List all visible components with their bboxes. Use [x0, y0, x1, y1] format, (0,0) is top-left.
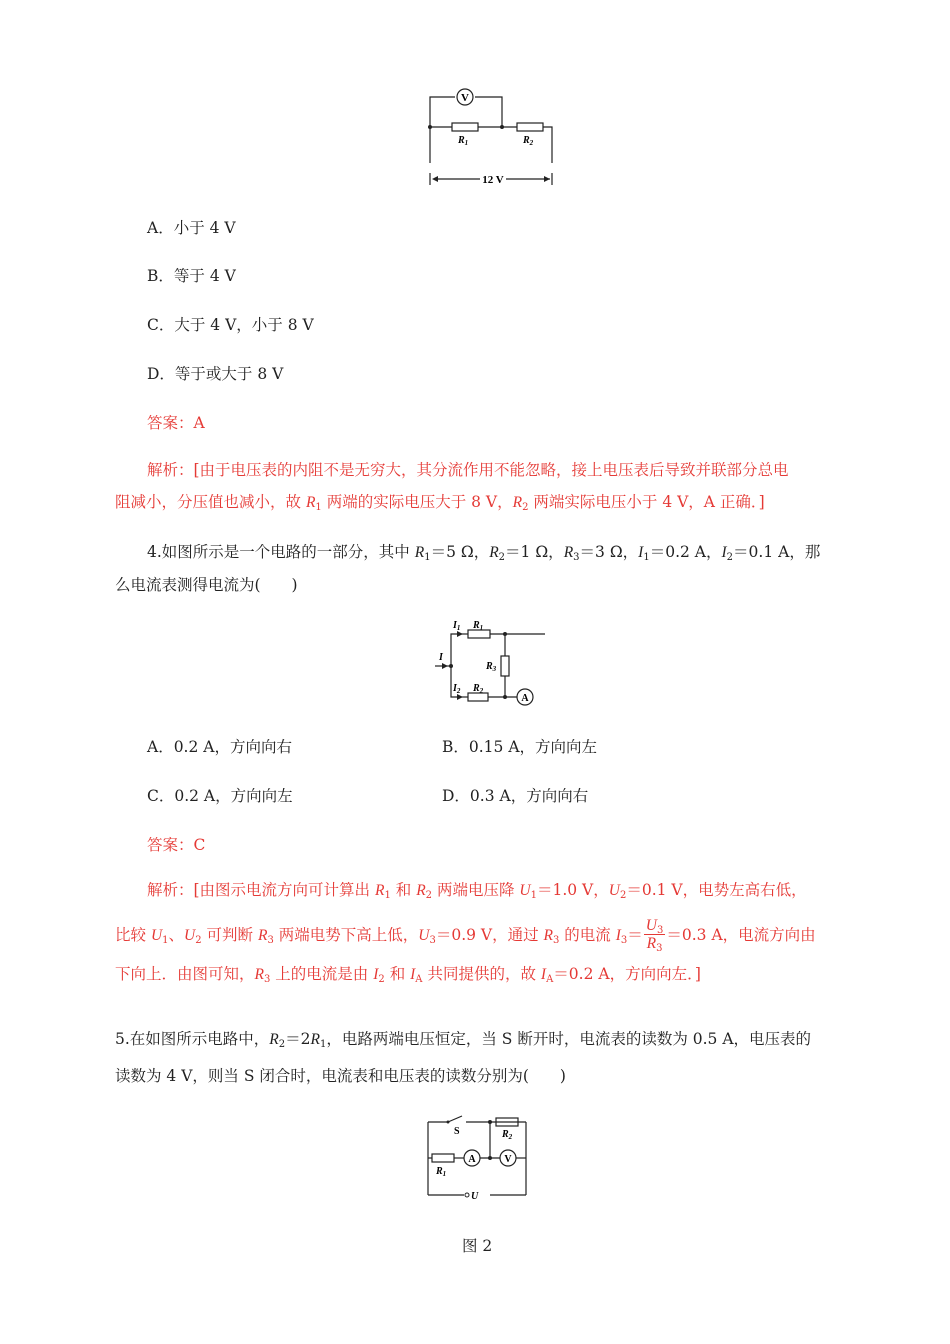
q3-option-b: B．等于 4 V: [147, 267, 236, 285]
q4-option-a: A．0.2 A，方向向右: [147, 738, 292, 756]
i-label: I: [439, 652, 443, 663]
u-label: U: [471, 1191, 479, 1202]
r2-label: $R_2$: [523, 135, 534, 147]
r1-label: $R_1$: [473, 620, 484, 632]
r1-label: $R_1$: [458, 135, 469, 147]
ammeter-label: A: [468, 1154, 476, 1165]
q3-explanation: 解析：[由于电压表的内阻不是无穷大，其分流作用不能忽略，接上电压表后导致并联部分总电 阻减小，分压值也减小，故 $R_1$ 两端的实际电压大于 8 V，$R_2$ 两端实际电压小于 4 V，A 正确．]: [115, 461, 789, 513]
q3-answer: 答案：A: [147, 414, 205, 432]
r2-label: $R_2$: [502, 1129, 513, 1141]
r3-label: $R_3$: [486, 661, 497, 673]
q4-option-b: B．0.15 A，方向向左: [442, 738, 598, 756]
circuit-figure-1: [420, 85, 585, 190]
i1-label: $I_1$: [453, 620, 461, 632]
q4-answer: 答案：C: [147, 836, 206, 854]
voltage-label: 12 V: [482, 174, 504, 186]
voltmeter-label: V: [461, 92, 469, 104]
q4-stem: 4.如图所示是一个电路的一部分，其中 $R_1=5$ Ω，$R_2=1$ Ω，$R_3=3$ Ω，$I_1=0.2$ A，$I_2=0.1$ A，那 么电流表测得电流为( ): [115, 543, 821, 594]
r2-label: $R_2$: [473, 683, 484, 695]
q3-option-a: A．小于 4 V: [147, 219, 236, 237]
q4-explanation: 解析：[由图示电流方向可计算出 $R_1$ 和 $R_2$ 两端电压降 $U_1=1.0$ V，$U_2=0.1$ V，电势左高右低， 比较 $U_1$、$U_2$ 可判断 $R_3$ 两端电势下高上低，$U_3=0.9$ V，通过 $R_3$ 的电流 $I_3=$ $\frac{U_3}{R_3}$ ＝0.3 A，电流方向由 下向上．由图可知，$R_3$ 上的电流是由 $I_2$ 和 $I_A$ 共同提供的，故 $I_A=0.2$ A，方向向左．]: [115, 881, 816, 985]
s-label: S: [454, 1126, 460, 1137]
circuit-figure-2: [433, 615, 548, 710]
circuit-figure-3: [418, 1112, 533, 1204]
q3-option-c: C．大于 4 V，小于 8 V: [147, 316, 314, 334]
figure-caption: 图 2: [462, 1237, 493, 1255]
q5-stem: 5.在如图所示电路中，$R_2=2R_1$，电路两端电压恒定，当 S 断开时，电流表的读数为 0.5 A，电压表的 读数为 4 V，则当 S 闭合时，电流表和电压表的读数分别为( ): [115, 1030, 812, 1085]
q3-option-d: D．等于或大于 8 V: [147, 365, 284, 383]
voltmeter-label: V: [504, 1154, 512, 1165]
q4-option-d: D．0.3 A，方向向右: [442, 787, 589, 805]
q4-option-c: C．0.2 A，方向向左: [147, 787, 293, 805]
ammeter-label: A: [521, 693, 529, 704]
i2-label: $I_2$: [453, 683, 461, 695]
r1-label: $R_1$: [436, 1166, 447, 1178]
